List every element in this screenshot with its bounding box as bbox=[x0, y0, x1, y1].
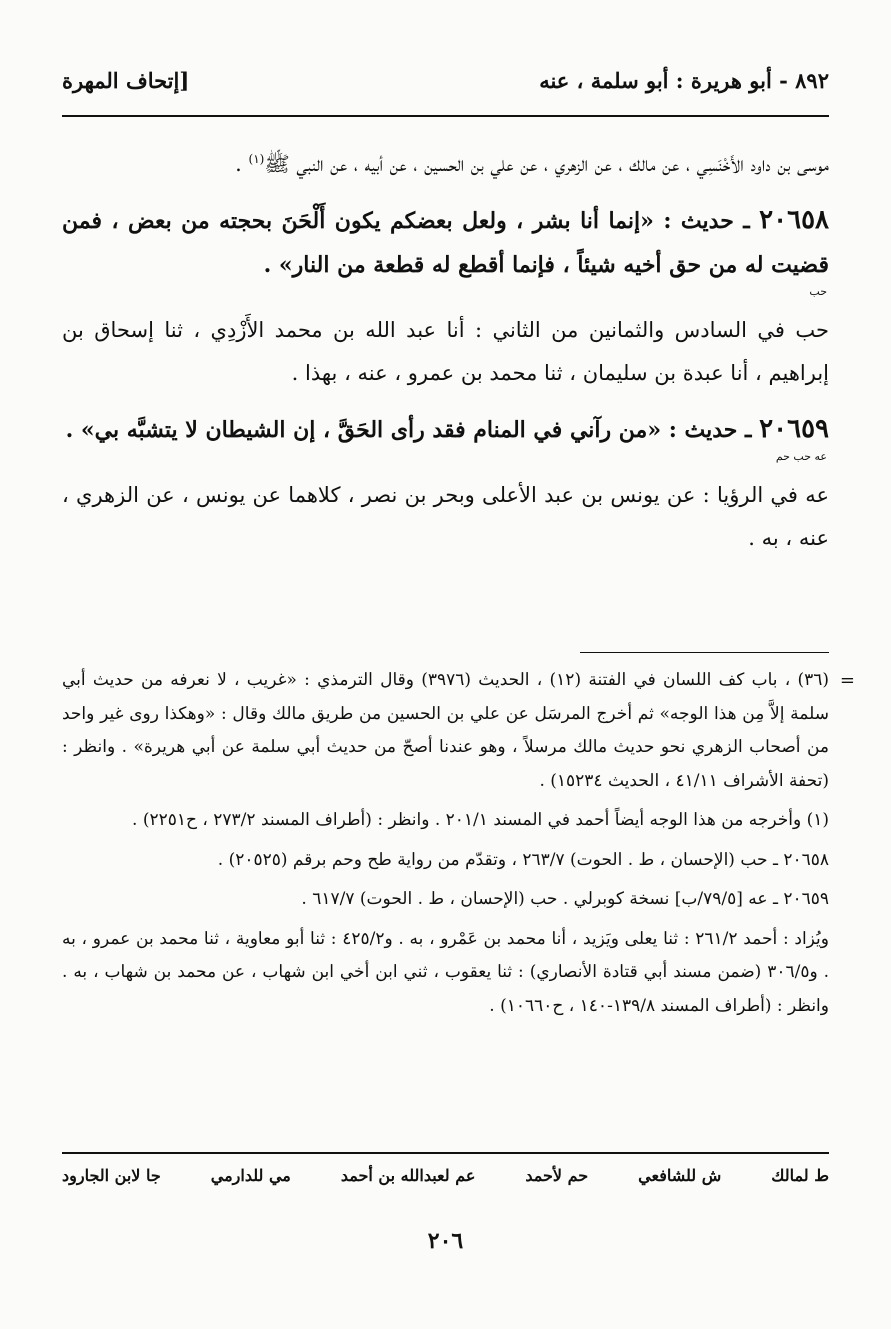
hadith-sigla: عه حب حم bbox=[775, 450, 827, 463]
page-number: ٢٠٦ bbox=[427, 1228, 464, 1254]
legend-item: جا لابن الجارود bbox=[62, 1166, 161, 1185]
paragraph-1-end: . bbox=[235, 152, 242, 176]
footnote-continued: (٣٦) ، باب كف اللسان في الفتنة (١٢) ، الحديث (٣٩٧٦) وقال الترمذي : «غريب ، لا نعرفه من حديث أبي سلمة إلاَّ مِن هذا الوجه» ثم أخرج المرسَل عن علي بن الحسين من طريق مالك وقال : «وهكذا روى غير واحد من أصحاب الزهري نحو حديث مالك مرسلاً ، وهو عندنا أصحّ من حديث أبي سلمة عن أبي هريرة» . وانظر : (تحفة الأشراف ٤١/١١ ، الحديث ١٥٢٣٤) . bbox=[62, 670, 830, 791]
footnote-1: (١) وأخرجه من هذا الوجه أيضاً أحمد في المسند ٢٠١/١ . وانظر : (أطراف المسند ٢٧٣/٢ ، ح٢٢٥١) . bbox=[132, 810, 829, 830]
hadith-text: ـ حديث : «إنما أنا بشر ، ولعل بعضكم يكون أَلْحَنَ بحجته من بعض ، فمن قضيت له من حق أخيه شيئاً ، فإنما أقطع له قطعة من النار» . bbox=[62, 208, 829, 278]
legend-item: عم لعبدالله بن أحمد bbox=[340, 1166, 476, 1185]
hadith-20659 bbox=[62, 407, 829, 462]
main-text bbox=[62, 138, 829, 572]
hadith-number: ٢٠٦٥٩ bbox=[759, 414, 829, 444]
footnote-separator bbox=[580, 652, 829, 653]
hadith-20658 bbox=[62, 198, 829, 297]
legend-item: حم لأحمد bbox=[525, 1166, 589, 1185]
continuation-mark: = bbox=[839, 670, 855, 691]
footnote-additions: ويُزاد : أحمد ٢٦١/٢ : ثنا يعلى ويَزيد ، أنا محمد بن عَمْرو ، به . و٤٢٥/٢ : ثنا أبو معاوية ، ثنا محمد بن عمرو ، به . و٣٠٦/٥ (ضمن مسند أبي قتادة الأنصاري) : ثنا يعقوب ، ثني ابن أخي ابن شهاب ، عن محمد بن شهاب ، به . وانظر : (أطراف المسند ١٣٩/٨-١٤٠ ، ح١٠٦٦٠) . bbox=[62, 928, 829, 1016]
hadith-number: ٢٠٦٥٨ bbox=[759, 205, 829, 235]
legend-item: مي للدارمي bbox=[210, 1166, 291, 1185]
paragraph-1-text: موسى بن داود الأَخْنَسِي ، عن مالك ، عن الزهري ، عن علي بن الحسين ، عن أبيه ، عن النبي ﷺ bbox=[264, 152, 829, 176]
footnote-20658: ٢٠٦٥٨ ـ حب (الإحسان ، ط . الحوت) ٢٦٣/٧ ، وتقدّم من رواية طح وحم برقم (٢٠٥٢٥) . bbox=[217, 849, 829, 870]
hadith-text: ـ حديث : «من رآني في المنام فقد رأى الحَقَّ ، إن الشيطان لا يتشبَّه بي» . bbox=[65, 417, 752, 443]
header-rule bbox=[62, 115, 829, 117]
running-header bbox=[62, 60, 829, 100]
paragraph-1 bbox=[62, 138, 829, 186]
sigla-legend bbox=[62, 1166, 829, 1185]
header-section-title: ٨٩٢ - أبو هريرة : أبو سلمة ، عنه bbox=[539, 67, 829, 93]
legend-item: ط لمالك bbox=[771, 1166, 829, 1185]
footnote-ref-1: (١) bbox=[248, 152, 265, 166]
paragraph-3: عه في الرؤيا : عن يونس بن عبد الأعلى وبحر بن نصر ، كلاهما عن يونس ، عن الزهري ، عنه ، به . bbox=[62, 483, 829, 550]
header-book-title: [إتحاف المهرة bbox=[62, 67, 190, 93]
footnote-20659: ٢٠٦٥٩ ـ عه [٧٩/٥/ب] نسخة كوبرلي . حب (الإحسان ، ط . الحوت) ٦١٧/٧ . bbox=[301, 889, 829, 909]
hadith-sigla: حب bbox=[809, 285, 827, 298]
footnotes bbox=[62, 664, 855, 1029]
legend-rule bbox=[62, 1152, 829, 1154]
legend-item: ش للشافعي bbox=[638, 1166, 722, 1185]
paragraph-2: حب في السادس والثمانين من الثاني : أنا عبد الله بن محمد الأَزْدِي ، ثنا إسحاق بن إبراهيم ، أنا عبدة بن سليمان ، ثنا محمد بن عمرو ، عنه ، بهذا . bbox=[62, 318, 829, 385]
